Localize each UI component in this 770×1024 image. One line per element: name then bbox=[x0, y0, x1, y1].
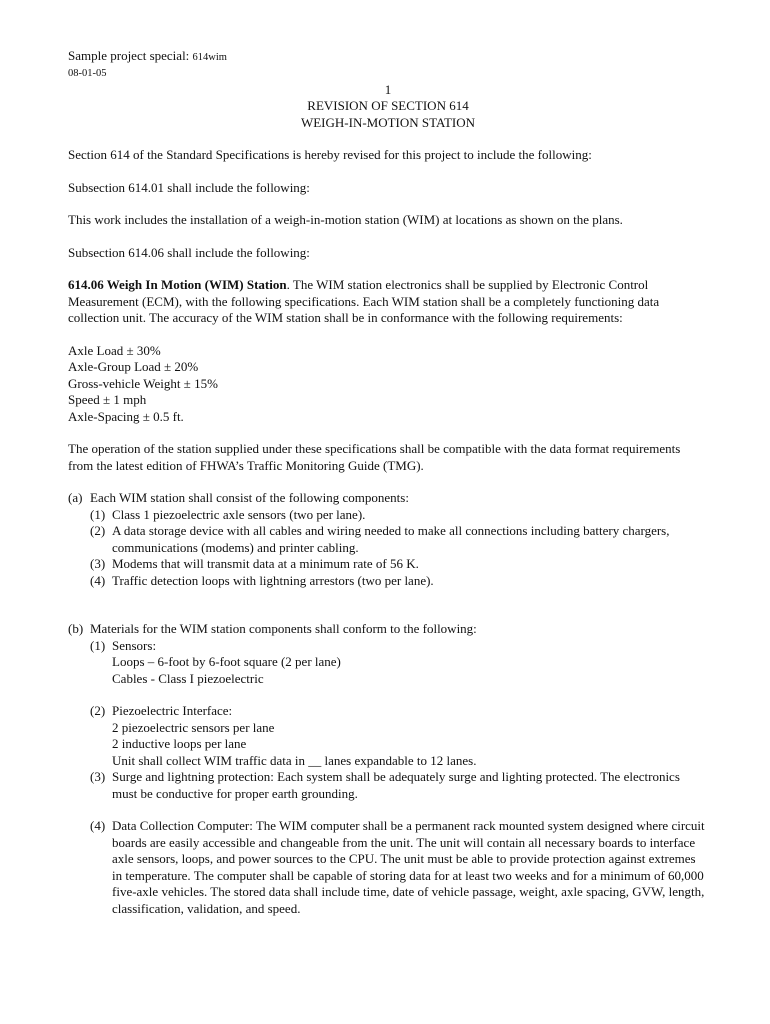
list-item bbox=[68, 523, 708, 556]
item-number: (3) bbox=[90, 556, 106, 571]
item-line: Loops – 6-foot by 6-foot square (2 per lane) bbox=[112, 654, 341, 669]
item-line: Cables - Class I piezoelectric bbox=[112, 670, 264, 686]
item-title: Sensors: bbox=[112, 637, 157, 653]
project-code: 614wim bbox=[192, 52, 227, 63]
project-label-line bbox=[68, 48, 708, 67]
part-a-list bbox=[68, 507, 708, 590]
item-number: (3) bbox=[90, 769, 106, 784]
list-item bbox=[68, 507, 708, 524]
section-614-06-paragraph bbox=[68, 277, 708, 327]
item-number: (2) bbox=[90, 523, 106, 538]
list-item bbox=[68, 556, 708, 573]
part-b-marker: (b) bbox=[68, 621, 84, 636]
page-number: 1 bbox=[384, 81, 392, 97]
accuracy-item: Gross-vehicle Weight ± 15% bbox=[68, 375, 218, 391]
item-text: Modems that will transmit data at a minimum rate of 56 K. bbox=[112, 556, 419, 571]
accuracy-item: Axle-Group Load ± 20% bbox=[68, 359, 199, 374]
item-number: (4) bbox=[90, 818, 106, 833]
item-text: A data storage device with all cables and wiring needed to make all connections including battery chargers, communications (modems) and printer cabling. bbox=[112, 523, 670, 555]
part-a-intro bbox=[68, 490, 708, 507]
item-number: (4) bbox=[90, 572, 106, 588]
item-number: (1) bbox=[90, 637, 106, 653]
document-date: 08-01-05 bbox=[68, 67, 107, 79]
subsection-06-paragraph: Subsection 614.06 shall include the following: bbox=[68, 244, 310, 260]
accuracy-item: Axle Load ± 30% bbox=[68, 342, 161, 358]
item-text: Data Collection Computer: The WIM computer shall be a permanent rack mounted system designed where circuit boards are easily accessible and changeable from the unit. The unit will contain all necessary boards to interface axle sensors, loops, and power sources to the CPU. The unit must be able to provide protection against extremes in temperature. The computer shall be capable of storing data for at least two weeks and for a minimum of 60,000 five-axle vehicles. The stored data shall include time, date of vehicle passage, weight, axle spacing, GVW, length, classification, validation, and speed. bbox=[112, 818, 705, 916]
item-line: Unit shall collect WIM traffic data in __ lanes expandable to 12 lanes. bbox=[112, 752, 477, 768]
accuracy-item: Speed ± 1 mph bbox=[68, 392, 147, 407]
item-text: Traffic detection loops with lightning arrestors (two per lane). bbox=[112, 572, 434, 588]
part-a-marker: (a) bbox=[68, 490, 83, 505]
accuracy-item: Axle-Spacing ± 0.5 ft. bbox=[68, 408, 184, 424]
item-text: Class 1 piezoelectric axle sensors (two per lane). bbox=[112, 506, 366, 522]
compatibility-paragraph: The operation of the station supplied under these specifications shall be compatible with the data format requirements from the latest edition of FHWA’s Traffic Monitoring Guide (TMG). bbox=[68, 441, 681, 473]
list-item-computer bbox=[68, 818, 708, 917]
subsection-01-paragraph: Subsection 614.01 shall include the following: bbox=[68, 179, 310, 195]
work-description-paragraph: This work includes the installation of a weigh-in-motion station (WIM) at locations as shown on the plans. bbox=[68, 212, 623, 227]
section-heading: 614.06 Weigh In Motion (WIM) Station bbox=[68, 277, 287, 292]
intro-paragraph: Section 614 of the Standard Specifications is hereby revised for this project to include the following: bbox=[68, 147, 592, 162]
part-b-intro bbox=[68, 621, 708, 638]
list-item-sensors bbox=[68, 638, 708, 688]
item-line: 2 piezoelectric sensors per lane bbox=[112, 719, 275, 735]
part-a-text: Each WIM station shall consist of the following components: bbox=[90, 490, 409, 505]
part-b-list bbox=[68, 638, 708, 918]
section-text: . The WIM station electronics shall be supplied by Electronic Control Measurement (ECM), with the following specifications. Each WIM station shall be a completely functioning data collection unit. The accuracy of the WIM station shall be in conformance with the following requirements: bbox=[68, 277, 660, 325]
list-item-piezo-interface bbox=[68, 703, 708, 769]
item-number: (1) bbox=[90, 506, 106, 522]
item-number: (2) bbox=[90, 703, 106, 718]
part-b-text: Materials for the WIM station components shall conform to the following: bbox=[90, 621, 477, 636]
accuracy-list bbox=[68, 343, 708, 426]
item-title: Piezoelectric Interface: bbox=[112, 703, 233, 718]
item-text: Surge and lightning protection: Each system shall be adequately surge and lighting protected. The electronics must be conductive for proper earth grounding. bbox=[112, 769, 680, 801]
title-line-1: REVISION OF SECTION 614 bbox=[307, 98, 469, 113]
document-page bbox=[68, 48, 708, 917]
list-item-surge bbox=[68, 769, 708, 802]
list-item bbox=[68, 573, 708, 590]
project-label: Sample project special: bbox=[68, 48, 190, 63]
item-line: 2 inductive loops per lane bbox=[112, 736, 247, 751]
title-line-2: WEIGH-IN-MOTION STATION bbox=[300, 114, 476, 130]
